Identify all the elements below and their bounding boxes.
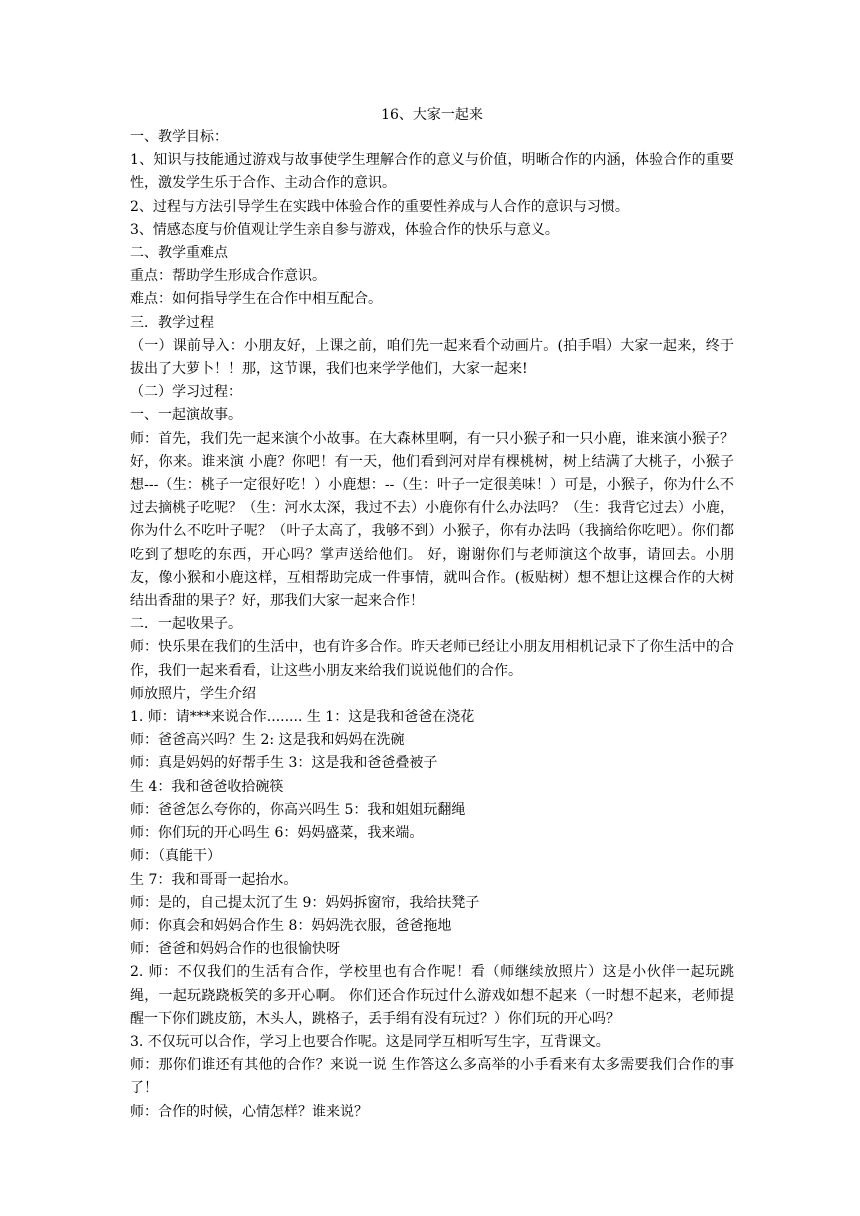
dialogue-line: 师：是的，自己提太沉了生 9：妈妈拆窗帘，我给扶凳子 — [130, 894, 480, 911]
goal-process: 2、过程与方法引导学生在实践中体验合作的重要性养成与人合作的意识与习惯。 — [130, 198, 629, 215]
goal-knowledge: 1、知识与技能通过游戏与故事使学生理解合作的意义与价值，明晰合作的内涵，体验合作的重要性，激发学生乐于合作、主动合作的意识。 — [130, 152, 734, 192]
dialogue-line: 师：爸爸和妈妈合作的也很愉快呀 — [130, 941, 340, 958]
section-heading-goals: 一、教学目标： — [130, 129, 228, 145]
paragraph-school: 2. 师：不仅我们的生活有合作，学校里也有合作呢！看（师继续放照片）这是小伙伴一起玩跳绳，一起玩跷跷板笑的多开心啊。 你们还合作玩过什么游戏如想不起来（一时想不起来，老师提醒一下你们跳皮筋，木头人，跳格子，丢手绢有没有玩过？）你们玩的开心吗？ — [130, 964, 734, 1027]
document-page — [130, 104, 734, 1124]
dialogue-line: 师：爸爸怎么夸你的，你高兴吗生 5：我和姐姐玩翻绳 — [130, 801, 466, 818]
dialogue-line: 师：爸爸高兴吗？生 2: 这是我和妈妈在洗碗 — [130, 732, 405, 749]
dialogue-line: 师：合作的时候，心情怎样？谁来说？ — [130, 1103, 368, 1120]
dialogue-line: 1. 师：请***来说合作........ 生 1：这是我和爸爸在浇花 — [130, 709, 475, 726]
goal-emotion: 3、情感态度与价值观让学生亲自参与游戏，体验合作的快乐与意义。 — [130, 221, 559, 238]
dialogue-line: 师：你真会和妈妈合作生 8：妈妈洗衣服，爸爸拖地 — [130, 917, 452, 934]
paragraph-study: 3. 不仅玩可以合作，学习上也要合作呢。这是同学互相听写生字，互背课文。 — [130, 1033, 610, 1050]
subheading-story: 一、一起演故事。 — [130, 407, 242, 424]
document-title: 16、大家一起来 — [381, 107, 483, 123]
paragraph-fruit: 师：快乐果在我们的生活中，也有许多合作。昨天老师已经让小朋友用相机记录下了你生活中的合作，我们一起来看看，让这些小朋友来给我们说说他们的合作。 — [130, 639, 734, 679]
paragraph-other: 师：那你们谁还有其他的合作？来说一说 生作答这么多高举的小手看来有太多需要我们合作的事了！ — [130, 1057, 734, 1097]
subheading-learning: （二）学习过程： — [130, 384, 242, 401]
difficult-point: 难点：如何指导学生在合作中相互配合。 — [130, 291, 382, 308]
paragraph-intro: （一）课前导入：小朋友好，上课之前，咱们先一起来看个动画片。(拍手唱）大家一起来，终于拔出了大萝卜！！那，这节课，我们也来学学他们，大家一起来! — [130, 337, 734, 378]
dialogue-line: 师：真是妈妈的好帮手生 3：这是我和爸爸叠被子 — [130, 755, 438, 772]
dialogue-line: 师：（真能干） — [130, 848, 221, 865]
dialogue-line: 师：你们玩的开心吗生 6：妈妈盛菜，我来端。 — [130, 825, 424, 842]
paragraph-story: 师：首先，我们先一起来演个小故事。在大森林里啊，有一只小猴子和一只小鹿，谁来演小猴子？好，你来。谁来演 小鹿？你吧！有一天，他们看到河对岸有棵桃树，树上结满了大桃子，小猴子想---（生：桃子一定很好吃！）小鹿想：--（生：叶子一定很美味！）可是，小猴子，你为什么不过去摘桃子吃呢？（生：河水太深，我过不去）小鹿你有什么办法吗？（生：我背它过去）小鹿，你为什么不吃叶子呢？（叶子太高了，我够不到）小猴子，你有办法吗（我摘给你吃吧）。你们都吃到了想吃的东西，开心吗？掌声送给他们。 好，谢谢你们与老师演这个故事，请回去。小朋友，像小猴和小鹿这样，互相帮助完成一件事情，就叫合作。(板贴树）想不想让这棵合作的大树结出香甜的果子？好，那我们大家一起来合作！ — [130, 430, 734, 610]
subheading-fruit: 二．一起收果子。 — [130, 616, 242, 633]
dialogue-line: 师放照片，学生介绍 — [130, 685, 256, 702]
section-heading-key-points: 二、教学重难点 — [130, 245, 228, 262]
dialogue-line: 生 4：我和爸爸收拾碗筷 — [130, 778, 284, 795]
section-heading-process: 三．教学过程 — [130, 314, 214, 331]
key-point: 重点：帮助学生形成合作意识。 — [130, 268, 326, 285]
dialogue-line: 生 7：我和哥哥一起抬水。 — [130, 871, 298, 888]
